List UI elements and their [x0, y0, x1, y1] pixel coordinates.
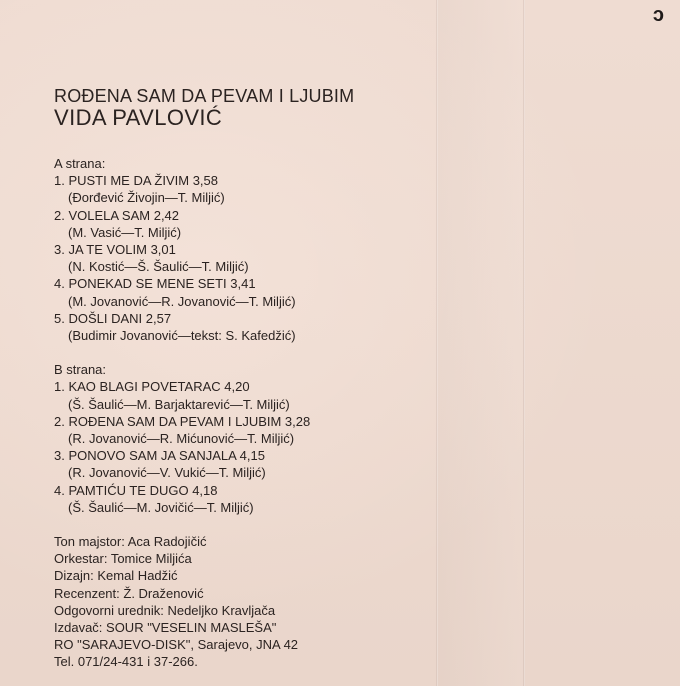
side-b-label: B strana: — [54, 362, 107, 378]
credit-line: Tel. 071/24-431 i 37-266. — [54, 654, 198, 670]
spine-panel — [438, 0, 523, 686]
track-title: 4. PAMTIĆU TE DUGO 4,18 — [54, 482, 218, 498]
credit-line: RO "SARAJEVO-DISK", Sarajevo, JNA 42 — [54, 637, 299, 653]
credit-line: Orkestar: Tomice Miljića — [54, 551, 192, 567]
production-credits — [54, 533, 424, 671]
credit-line: Recenzent: Ž. Draženović — [54, 585, 204, 601]
side-a-label: A strana: — [54, 156, 106, 171]
track-title: 4. PONEKAD SE MENE SETI 3,41 — [54, 276, 256, 292]
track-credit: (M. Jovanović—R. Jovanović—T. Miljić) — [68, 293, 296, 309]
track-title: 5. DOŠLI DANI 2,57 — [54, 310, 172, 326]
track-credit: (Đorđević Živojin—T. Miljić) — [68, 190, 225, 206]
track-credit: (Š. Šaulić—M. Jovičić—T. Miljić) — [68, 499, 254, 515]
track-credit: (R. Jovanović—R. Mićunović—T. Miljić) — [68, 431, 295, 447]
track-credit: (M. Vasić—T. Miljić) — [68, 224, 182, 240]
track-credit: (Š. Šaulić—M. Barjaktarević—T. Miljić) — [68, 396, 290, 412]
credit-line: Ton majstor: Aca Radojičić — [54, 534, 207, 550]
track-title: 3. PONOVO SAM JA SANJALA 4,15 — [54, 448, 265, 464]
track-credit: (R. Jovanović—V. Vukić—T. Miljić) — [68, 465, 266, 481]
track-credit: (Budimir Jovanović—tekst: S. Kafedžić) — [68, 328, 296, 344]
artist-name: VIDA PAVLOVIĆ — [54, 105, 223, 130]
side-b-track-list — [54, 378, 424, 516]
credit-line: Dizajn: Kemal Hadžić — [54, 568, 178, 584]
track-title: 3. JA TE VOLIM 3,01 — [54, 242, 176, 258]
tracklist — [54, 155, 424, 671]
side-a-track-list — [54, 172, 424, 344]
credit-line: Izdavač: SOUR "VESELIN MASLEŠA" — [54, 620, 277, 636]
track-credit: (N. Kostić—Š. Šaulić—T. Miljić) — [68, 259, 249, 275]
track-title: 2. ROĐENA SAM DA PEVAM I LJUBIM 3,28 — [54, 413, 311, 429]
corner-mark: ɔ — [652, 4, 664, 26]
credit-line: Odgovorni urednik: Nedeljko Kravljača — [54, 602, 276, 618]
section-gap — [54, 344, 424, 361]
track-title: 1. KAO BLAGI POVETARAC 4,20 — [54, 379, 250, 395]
album-title: ROĐENA SAM DA PEVAM I LJUBIM — [54, 86, 355, 106]
section-gap — [54, 516, 424, 533]
track-title: 2. VOLELA SAM 2,42 — [54, 207, 180, 223]
track-title: 1. PUSTI ME DA ŽIVIM 3,58 — [54, 173, 218, 189]
back-flap-panel — [525, 0, 680, 686]
